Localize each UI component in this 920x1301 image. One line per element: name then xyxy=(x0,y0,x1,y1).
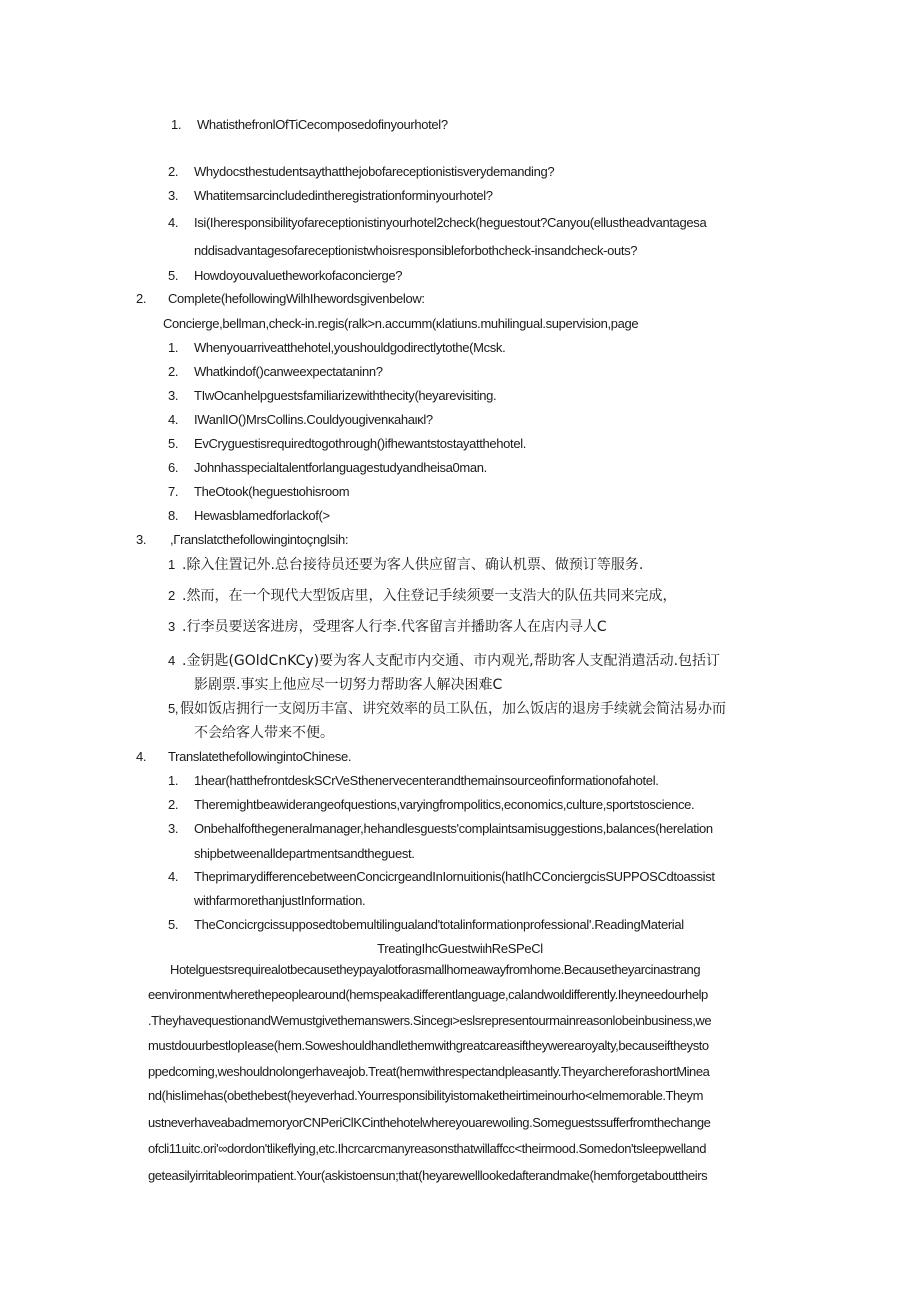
question-text: Whatitemsarcincludedintheregistrationforminyourhotel? xyxy=(194,188,493,203)
item-number: 5. xyxy=(168,917,179,932)
paragraph-line: nd(hisIimehas(obethebest(heyeverhad.Yourresponsibilityistomaketheirtimeinourho<elmemorable.Theym xyxy=(148,1088,703,1103)
item-number: 8. xyxy=(168,508,179,523)
item-number: 2. xyxy=(168,797,179,812)
item-number: 4 xyxy=(168,653,175,668)
item-text: Onbehalfofthegeneralmanager,hehandlesguests'complaintsamisuggestions,balances(herelation xyxy=(194,821,713,836)
reading-title: TreatingIhcGuestwiιhReSPeCl xyxy=(377,941,543,956)
question-number: 4. xyxy=(168,215,179,230)
paragraph-line: mustdouurbestlopIease(hem.Soweshouldhandlethemwithgreatcareasiftheywerearoyalty,becauseiftheysto xyxy=(148,1038,709,1053)
item-text: Whatkindof()canweexpectataninn? xyxy=(194,364,383,379)
section-number: 2. xyxy=(136,291,147,306)
item-number: 4. xyxy=(168,412,179,427)
item-number: 1. xyxy=(168,340,179,355)
item-number: 3. xyxy=(168,821,179,836)
question-text-continued: nddisadvantagesofareceptionistwhoisresponsibleforbothcheck-insandcheck-outs? xyxy=(194,243,638,258)
item-text: 假如饭店拥行一支阅历丰富、讲究效率的员工队伍，加么饭店的退房手续就会简沽易办而 xyxy=(180,701,726,717)
question-text: Whydocsthestudentsaythatthejobofareceptionistisverydemanding? xyxy=(194,164,555,179)
paragraph-line: eenvironmentwherethepeoplearound(hemspeakadifferentlanguage,calandwoιldifferently.Iheyneedourhelp xyxy=(148,987,708,1002)
item-text: EvCryguestisrequiredtogothrough()ifhewantstostayatthehotel. xyxy=(194,436,526,451)
item-text: TheOtook(heguestιohisroom xyxy=(194,484,350,499)
item-text: TheConcicrgcissupposedtobemultilingualand'totalinformationprofessional'.ReadingMaterial xyxy=(194,917,684,932)
item-number: 4. xyxy=(168,869,179,884)
item-number: 2. xyxy=(168,364,179,379)
item-number: 3 xyxy=(168,619,175,634)
question-text: Howdoyouvaluetheworkofaconcierge? xyxy=(194,268,403,283)
item-number: 2 xyxy=(168,588,175,603)
item-number: 5. xyxy=(168,436,179,451)
question-number: 1. xyxy=(171,117,182,132)
item-text-continued: 不会给客人带来不便。 xyxy=(194,725,334,741)
item-text-continued: 影剧票.事实上他应尽一切努力帮助客人解决困难C xyxy=(194,677,503,693)
item-text: IWanlIO()MrsCollins.Couldyougivenκahaικl? xyxy=(194,412,433,427)
paragraph-line: geteasilyirritableorimpatient.Your(askistoensun;that(heyarewelllookedafterandmake(hemforgetabouttheirs xyxy=(148,1167,708,1183)
paragraph-line: ustneverhaveabadmemoryorCNPeriClKCinthehotelwhereyouarewoιling.Someguestssufferfromthechange xyxy=(148,1114,711,1130)
item-text: Johnhasspecialtalentforlanguagestudyandheisa0man. xyxy=(194,460,487,475)
paragraph-line: Hotelguestsrequirealotbecausetheypayalotforasmallhomeawayfromhome.Becausetheyarcinastrang xyxy=(170,962,701,977)
item-text: TIwOcanhelpguestsfamiliarizewiththecity(heyarevisiting. xyxy=(194,388,497,403)
question-text: WhatisthefronlOfTiCecomposedofinyourhotel? xyxy=(197,117,448,132)
item-text: 1hear(hatthefrontdeskSCrVeSthenervecenterandthemainsourceofinformationofahotel. xyxy=(194,773,659,788)
section-heading: ,Γranslatcthefollowingintoçnglsih: xyxy=(170,532,349,547)
item-text: Theremightbeawiderangeofquestions,varyingfrompolitics,economics,culture,sportstoscience. xyxy=(194,797,695,812)
item-text: TheprimarydifferencebetweenConcicrgeandInΙornuitionis(hatIhCConciergcisSUPPOSCdtoassist xyxy=(194,869,715,884)
item-number: 3. xyxy=(168,388,179,403)
item-text-continued: shipbetweenalldepartmentsandtheguest. xyxy=(194,846,415,861)
paragraph-line: ofcli11uitc.ori'∞dordon'tlikeflying,etc.Ihcrcarcmanyreasonsthatwillaffcc<theirmood.Somedon'tsleepwelland xyxy=(148,1141,706,1156)
section-heading: TranslatethefollowingintoChinese. xyxy=(168,749,352,764)
reading-paragraph xyxy=(148,957,788,983)
item-number: 1 xyxy=(168,557,175,572)
section-number: 4. xyxy=(136,749,147,764)
paragraph-line: .TheyhavequestionandWemustgivethemanswers.Sincegι>eslsrepresentourmainreasonlobeinbusiness,we xyxy=(148,1012,712,1028)
item-text: .金钥匙(GOldCnKCy)要为客人支配市内交通、市内观光,帮助客人支配消遣活动.包括订 xyxy=(182,653,721,669)
item-text: .除入住置记外.总台接待员还要为客人供应留言、确认机票、做预订等服务. xyxy=(182,557,644,573)
item-text: Whenyouarriveatthehotel,youshouldgodirectlytothe(Mcsk. xyxy=(194,340,506,355)
question-number: 2. xyxy=(168,164,179,179)
question-number: 5. xyxy=(168,268,179,283)
question-text: Isi(Iheresponsibilityofareceptionistinyourhotel2check(heguestout?Canyou(ellustheadvantagesa xyxy=(194,215,707,230)
question-number: 3. xyxy=(168,188,179,203)
item-number: 5, xyxy=(168,701,179,716)
reading-paragraph-body xyxy=(148,982,788,1084)
paragraph-line: ppedcoming,weshouldnolongerhaveajob.Treat(hemwithrespectandpleasantly.TheyarchereforashortMinea xyxy=(148,1063,710,1079)
section-heading: Complete(hefollowingWilhIhewordsgivenbelow: xyxy=(168,291,425,306)
item-text-continued: withfarmorethanjustInformation. xyxy=(194,893,366,908)
item-number: 1. xyxy=(168,773,179,788)
section-number: 3. xyxy=(136,532,147,547)
item-text: Hewasblamedforlackof(> xyxy=(194,508,330,523)
item-text: .然而，在一个现代大型饭店里，入住登记手续须要一支浩大的队伍共同来完成， xyxy=(182,588,677,604)
reading-paragraph-body-2 xyxy=(148,1083,788,1189)
word-bank: Concierge,bellman,check-in.regis(ralk>n.accumm(κlatiuns.muhilingual.supervision,page xyxy=(163,316,639,331)
item-number: 7. xyxy=(168,484,179,499)
item-text: .行李员要送客进房，受理客人行李.代客留言并播助客人在店内寻人C xyxy=(182,619,607,635)
item-number: 6. xyxy=(168,460,179,475)
